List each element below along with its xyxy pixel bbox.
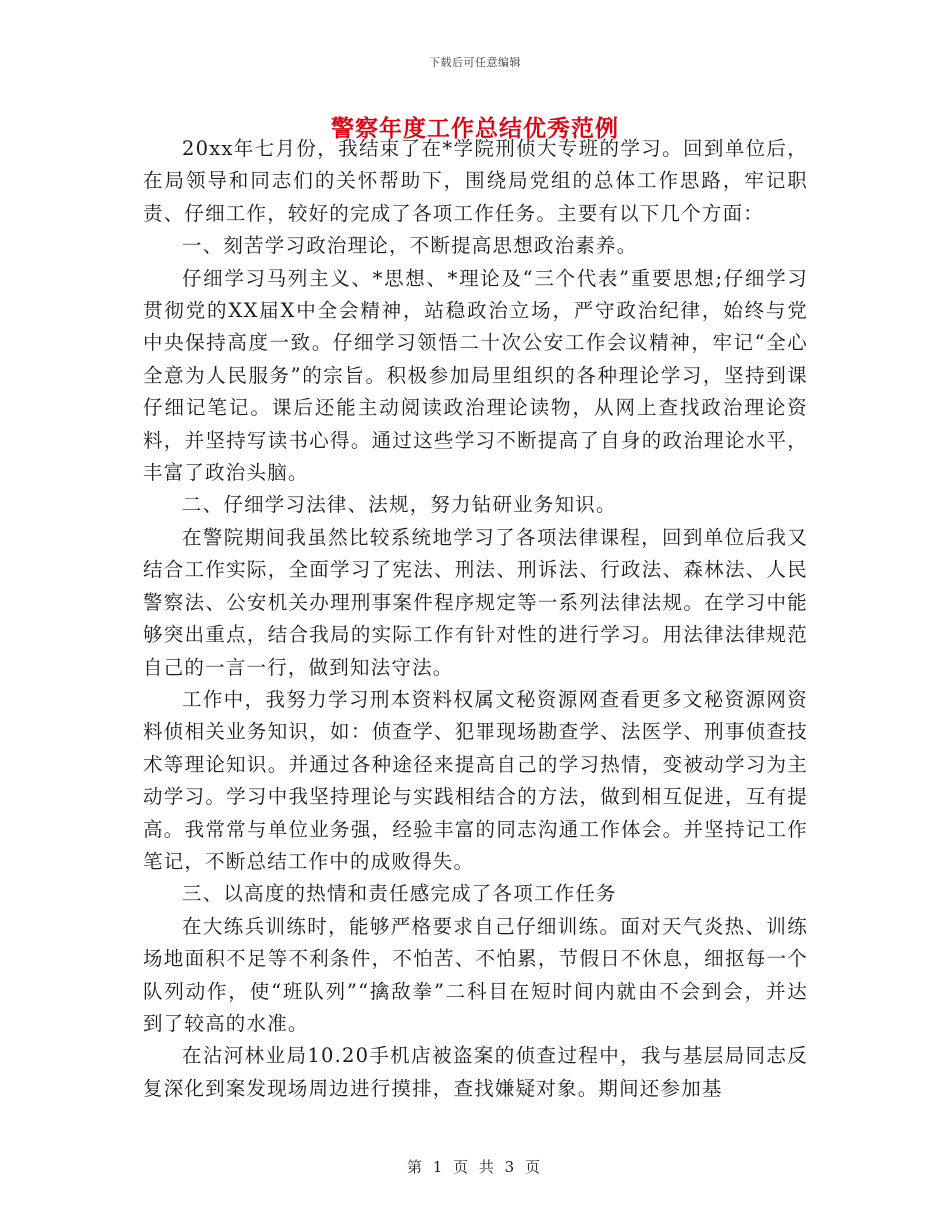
- paragraph-intro: 20xx年七月份，我结束了在*学院刑侦大专班的学习。回到单位后，在局领导和同志们的关怀帮助下，围绕局党组的总体工作思路，牢记职责、仔细工作，较好的完成了各项工作任务。主要有以下几个方面：: [143, 137, 808, 225]
- page-number: 第 1 页 共 3 页: [407, 1158, 543, 1176]
- paragraph-training: 在大练兵训练时，能够严格要求自己仔细训练。面对天气炎热、训练场地面积不足等不利条件，不怕苦、不怕累，节假日不休息，细抠每一个队列动作，使“班队列”“擒敌拳”二科目在短时间内就由不会到会，并达到了较高的水准。: [143, 914, 808, 1035]
- paragraph-case-investigation: 在沾河林业局10.20手机店被盗案的侦查过程中，我与基层局同志反复深化到案发现场周边进行摸排，查找嫌疑对象。期间还参加基: [143, 1044, 808, 1100]
- paragraph-law-study: 在警院期间我虽然比较系统地学习了各项法律课程，回到单位后我又结合工作实际，全面学习了宪法、刑法、刑诉法、行政法、森林法、人民警察法、公安机关办理刑事案件程序规定等一系列法律法规。在学习中能够突出重点，结合我局的实际工作有针对性的进行学习。用法律法律规范自己的一言一行，做到知法守法。: [143, 525, 808, 679]
- paragraph-political-study: 仔细学习马列主义、*思想、*理论及“三个代表”重要思想;仔细学习贯彻党的XX届X中全会精神，站稳政治立场，严守政治纪律，始终与党中央保持高度一致。仔细学习领悟二十次公安工作会议精神，牢记“全心全意为人民服务”的宗旨。积极参加局里组织的各种理论学习，坚持到课仔细记笔记。课后还能主动阅读政治理论读物，从网上查找政治理论资料，并坚持写读书心得。通过这些学习不断提高了自身的政治理论水平，丰富了政治头脑。: [143, 266, 808, 485]
- section-heading-2: 二、仔细学习法律、法规，努力钻研业务知识。: [182, 493, 617, 517]
- page-header-note: 下载后可任意编辑: [429, 56, 521, 69]
- section-heading-1: 一、刻苦学习政治理论，不断提高思想政治素养。: [182, 234, 638, 258]
- document-title: 警察年度工作总结优秀范例: [331, 115, 619, 142]
- document-body: [143, 133, 808, 1105]
- section-heading-3: 三、以高度的热情和责任感完成了各项工作任务: [182, 882, 617, 906]
- paragraph-professional-study: 工作中，我努力学习刑本资料权属文秘资源网查看更多文秘资源网资料侦相关业务知识，如：侦查学、犯罪现场勘查学、法医学、刑事侦查技术等理论知识。并通过各种途径来提高自己的学习热情，变被动学习为主动学习。学习中我坚持理论与实践相结合的方法，做到相互促进，互有提高。我常常与单位业务强，经验丰富的同志沟通工作体会。并坚持记工作笔记，不断总结工作中的成败得失。: [143, 687, 808, 873]
